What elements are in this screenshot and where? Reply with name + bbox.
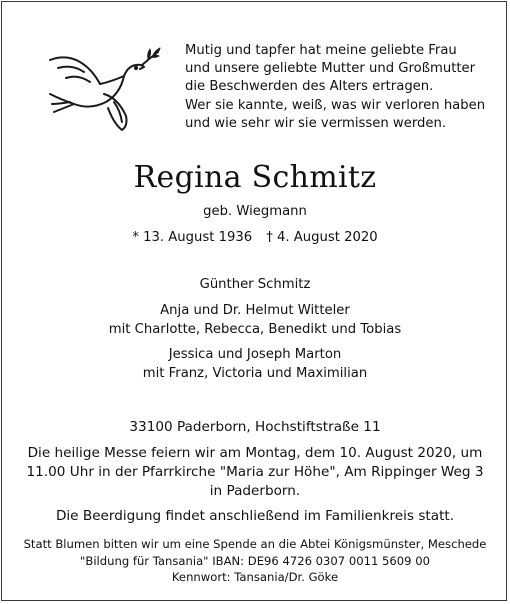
mourner-line: mit Charlotte, Rebecca, Benedikt und Tobias <box>108 321 402 337</box>
donation-line: "Bildung für Tansania" IBAN: DE96 4726 0307 0011 5609 00 <box>80 553 430 568</box>
poem-line: Wer sie kannte, weiß, was wir verloren haben <box>185 97 486 113</box>
mass-line: Die heilige Messe feiern wir am Montag, dem 10. August 2020, um <box>27 445 483 461</box>
mourner-line: Jessica und Joseph Marton <box>168 347 342 362</box>
address: 33100 Paderborn, Hochstiftstraße 11 <box>129 419 381 435</box>
donation-note <box>0 536 510 586</box>
death-date: † 4. August 2020 <box>266 230 378 245</box>
donation-line: Statt Blumen bitten wir um eine Spende an die Abtei Königsmünster, Meschede <box>23 537 487 551</box>
poem-line: Mutig und tapfer hat meine geliebte Frau <box>185 43 457 58</box>
mourner-spouse: Günther Schmitz <box>199 277 311 292</box>
life-dates <box>0 229 510 247</box>
poem-line: und wie sehr wir sie vermissen werden. <box>185 115 447 131</box>
deceased-name: Regina Schmitz <box>133 160 377 195</box>
donation-line: Kennwort: Tansania/Dr. Göke <box>171 570 339 585</box>
burial-note: Die Beerdigung findet anschließend im Familienkreis statt. <box>55 508 455 524</box>
poem-line: die Beschwerden des Alters ertragen. <box>185 79 434 95</box>
mass-announcement <box>0 444 510 501</box>
mass-line: in Paderborn. <box>209 483 301 499</box>
dove-icon <box>44 38 170 134</box>
mourner-family <box>0 346 510 383</box>
birth-date: * 13. August 1936 <box>132 230 253 245</box>
poem <box>185 42 495 133</box>
mourner-line: Anja und Dr. Helmut Witteler <box>160 303 350 318</box>
mass-line: 11.00 Uhr in der Pfarrkirche "Maria zur Höhe", Am Rippinger Weg 3 <box>26 464 484 480</box>
maiden-name: geb. Wiegmann <box>203 204 307 219</box>
poem-line: und unsere geliebte Mutter und Großmutter <box>185 61 476 77</box>
mourner-family <box>0 302 510 339</box>
mourner-line: mit Franz, Victoria und Maximilian <box>142 365 368 381</box>
